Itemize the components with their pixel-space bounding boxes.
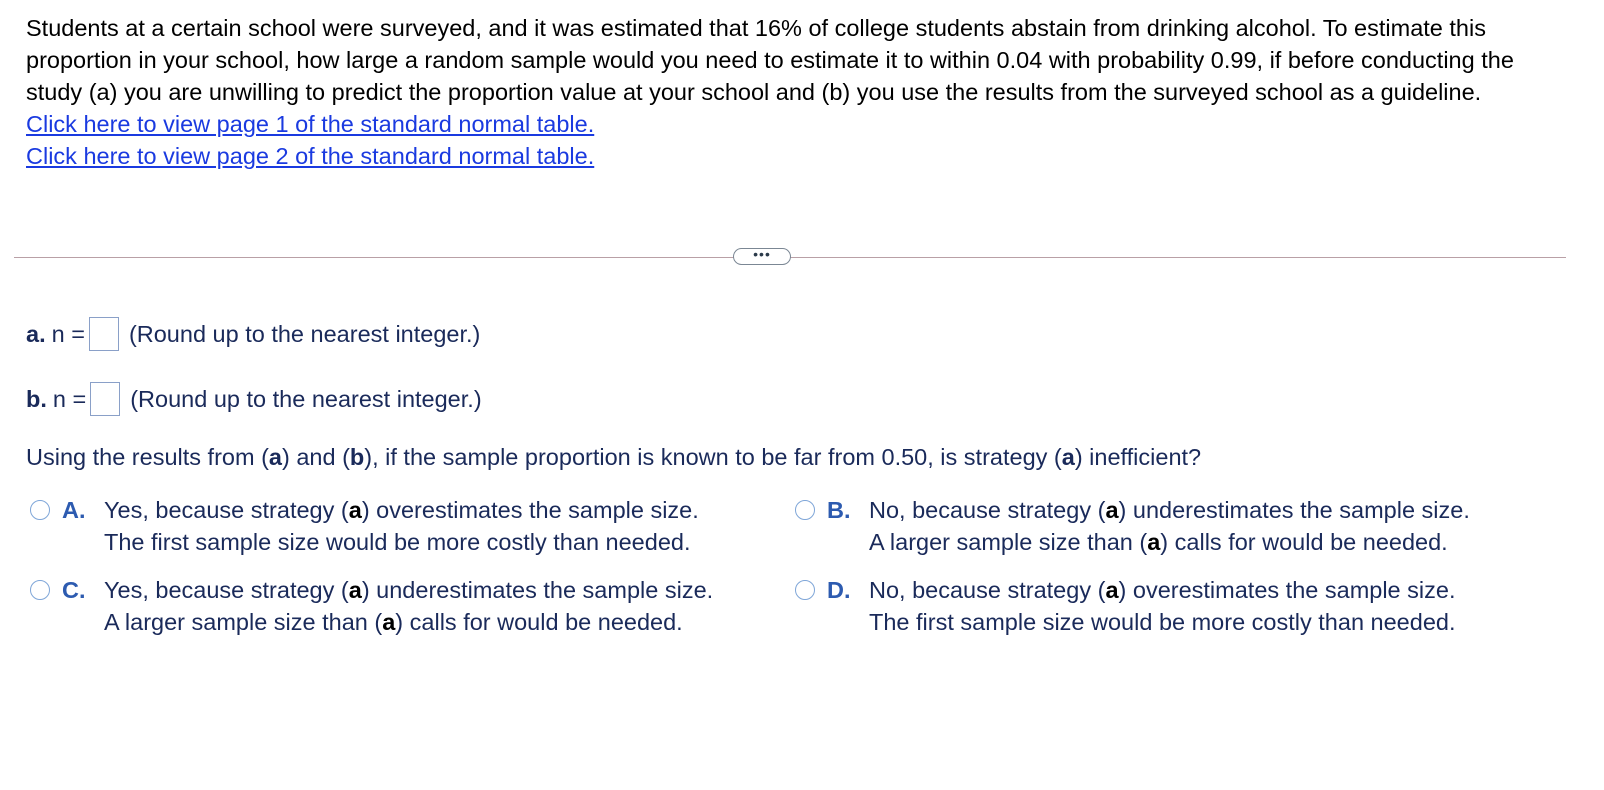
normal-table-page-2-link[interactable]: Click here to view page 2 of the standard normal table. bbox=[26, 143, 595, 169]
choice-b-letter: B. bbox=[827, 497, 851, 523]
choice-text-part: ) underestimates the sample size. bbox=[361, 577, 714, 603]
part-b-equals: n = bbox=[52, 385, 87, 412]
part-a-answer-input[interactable] bbox=[89, 317, 119, 351]
part-a-hint: (Round up to the nearest integer.) bbox=[128, 320, 481, 347]
question-bold-a: a bbox=[1061, 444, 1075, 470]
choice-a-letter: A. bbox=[62, 497, 86, 523]
choice-text-part: ) underestimates the sample size. bbox=[1118, 497, 1470, 523]
choice-bold: a bbox=[1105, 577, 1119, 603]
choice-c-letter: C. bbox=[62, 577, 86, 603]
choice-a[interactable] bbox=[30, 494, 699, 558]
part-a-equals: n = bbox=[51, 320, 85, 347]
choice-text-part: A larger sample size than ( bbox=[104, 609, 383, 635]
part-a-label: a. bbox=[26, 320, 46, 347]
question-part: ) inefficient? bbox=[1074, 444, 1202, 470]
part-b-row bbox=[26, 381, 482, 417]
question-part: ) and ( bbox=[281, 444, 350, 470]
choice-text-part: A larger sample size than ( bbox=[869, 529, 1148, 555]
choice-c-text bbox=[104, 574, 713, 638]
choice-b[interactable] bbox=[795, 494, 1470, 558]
part-b-label: b. bbox=[26, 385, 47, 412]
choice-text-part: ) overestimates the sample size. bbox=[361, 497, 699, 523]
choice-a-text bbox=[104, 494, 699, 558]
question-part: Using the results from ( bbox=[26, 444, 269, 470]
choice-text-part: The first sample size would be more costly than needed. bbox=[869, 609, 1456, 635]
choice-text-part: No, because strategy ( bbox=[869, 577, 1106, 603]
problem-statement bbox=[26, 12, 1566, 172]
choice-d-text bbox=[869, 574, 1456, 638]
part-a-row bbox=[26, 316, 480, 352]
choice-b-text bbox=[869, 494, 1470, 558]
choice-b-radio[interactable] bbox=[795, 500, 815, 520]
question-bold-b: b bbox=[349, 444, 365, 470]
choice-bold: a bbox=[1105, 497, 1119, 523]
question-text bbox=[26, 444, 1201, 471]
choice-a-radio[interactable] bbox=[30, 500, 50, 520]
choice-text-part: Yes, because strategy ( bbox=[104, 577, 349, 603]
choice-d-letter: D. bbox=[827, 577, 851, 603]
choice-text-part: ) calls for would be needed. bbox=[395, 609, 683, 635]
choice-d[interactable] bbox=[795, 574, 1456, 638]
choice-d-radio[interactable] bbox=[795, 580, 815, 600]
part-b-answer-input[interactable] bbox=[90, 382, 120, 416]
choice-text-part: ) overestimates the sample size. bbox=[1118, 577, 1456, 603]
part-b-hint: (Round up to the nearest integer.) bbox=[130, 385, 482, 412]
expand-more-button[interactable]: ••• bbox=[733, 248, 791, 265]
choice-c-radio[interactable] bbox=[30, 580, 50, 600]
choice-bold: a bbox=[348, 577, 362, 603]
choice-text-part: ) calls for would be needed. bbox=[1160, 529, 1448, 555]
choice-bold: a bbox=[348, 497, 362, 523]
question-bold-a: a bbox=[268, 444, 282, 470]
choice-c[interactable] bbox=[30, 574, 713, 638]
choice-text-part: Yes, because strategy ( bbox=[104, 497, 349, 523]
normal-table-page-1-link[interactable]: Click here to view page 1 of the standard normal table. bbox=[26, 111, 595, 137]
choice-bold: a bbox=[1147, 529, 1161, 555]
question-part: ), if the sample proportion is known to be far from 0.50, is strategy ( bbox=[364, 444, 1062, 470]
choice-text-part: The first sample size would be more costly than needed. bbox=[104, 529, 691, 555]
choice-bold: a bbox=[382, 609, 396, 635]
problem-text: Students at a certain school were surveyed, and it was estimated that 16% of college students abstain from drinking alcohol. To estimate this proportion in your school, how large a random sample would you need to estimate it to within 0.04 with probability 0.99, if before conducting the study (a) you are unwilling to predict the proportion value at your school and (b) you use the results from the surveyed school as a guideline. bbox=[26, 15, 1514, 105]
choice-text-part: No, because strategy ( bbox=[869, 497, 1106, 523]
